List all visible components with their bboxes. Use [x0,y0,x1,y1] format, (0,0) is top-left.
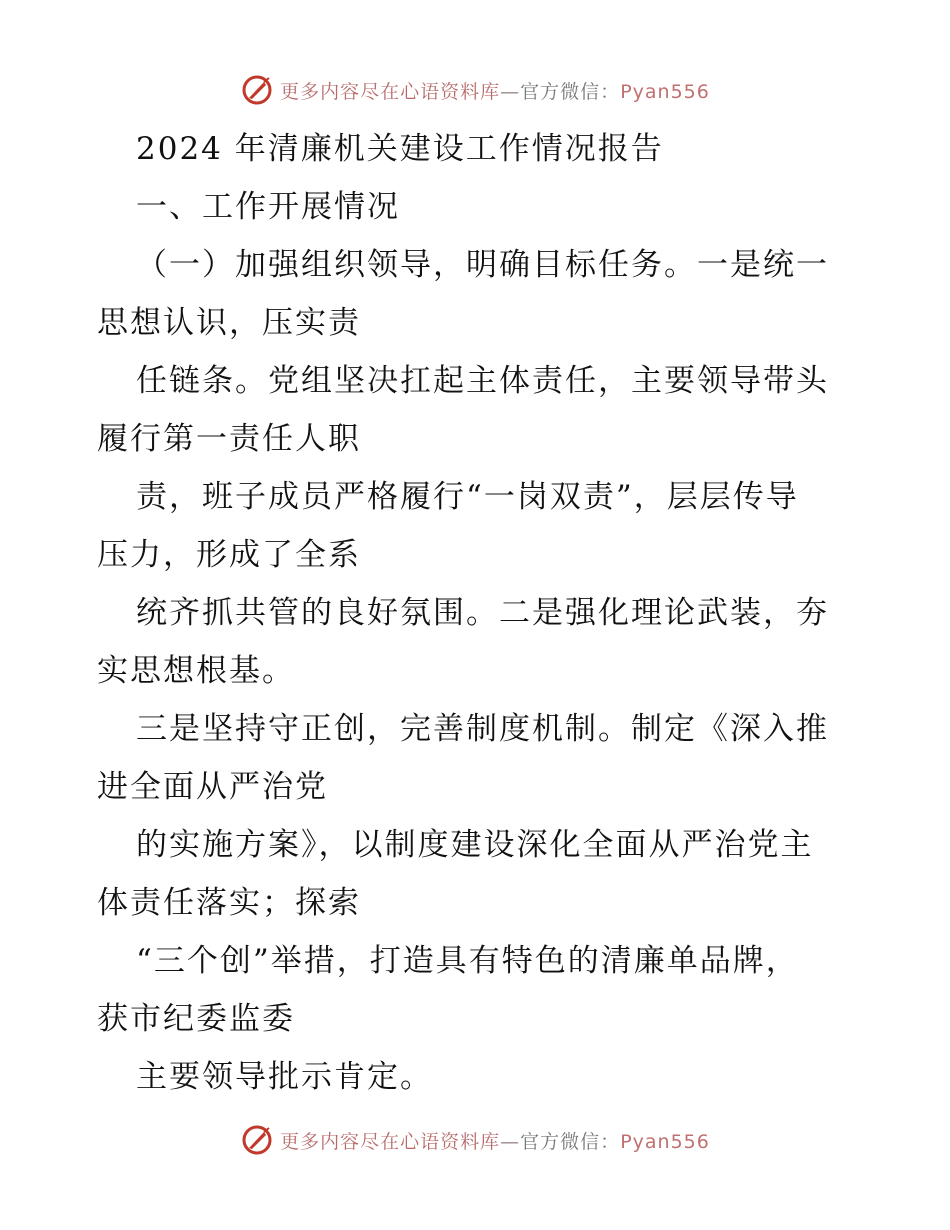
paragraph-line: 思想认识，压实责 [97,305,361,341]
watermark-separator: — [500,80,521,103]
paragraph-line: 履行第一责任人职 [97,421,361,457]
watermark-wechat-label: 官方微信： [520,1130,621,1153]
paragraph-line: 任链条。党组坚决扛起主体责任，主要领导带头 [136,363,829,399]
watermark-wechat-id: Pyan556 [620,1130,710,1153]
paragraph-line: （一）加强组织领导，明确目标任务。一是统一 [136,247,829,283]
paragraph-line: 的实施方案》，以制度建设深化全面从严治党主 [136,827,814,863]
watermark-wechat-id: Pyan556 [620,80,710,103]
watermark-wechat-label: 官方微信： [520,80,621,103]
paragraph-line: 实思想根基。 [97,653,295,689]
watermark-separator: — [500,1130,521,1153]
watermark-brand-text: 更多内容尽在心语资料库 [280,80,501,103]
paragraph-line: 统齐抓共管的良好氛围。二是强化理论武装，夯 [136,595,829,631]
header-watermark [0,70,950,110]
document-title: 2024 年清廉机关建设工作情况报告 [136,131,664,167]
paragraph-line: 责，班子成员严格履行“一岗双责”，层层传导 [136,479,799,515]
paragraph-line: “三个创”举措，打造具有特色的清廉单品牌， [136,943,799,979]
document-body [97,120,857,1106]
paragraph-line: 压力，形成了全系 [97,537,361,573]
paragraph-line: 三是坚持守正创，完善制度机制。制定《深入推 [136,711,829,747]
paragraph-line: 获市纪委监委 [97,1001,295,1037]
section-heading: 一、工作开展情况 [136,189,400,225]
paragraph-line: 进全面从严治党 [97,769,328,805]
footer-watermark [0,1120,950,1160]
paragraph-line: 主要领导批示肯定。 [136,1059,433,1095]
paragraph-line: 体责任落实；探索 [97,885,361,921]
watermark-brand-text: 更多内容尽在心语资料库 [280,1130,501,1153]
quill-circle-logo [240,1123,274,1157]
quill-circle-logo [240,73,274,107]
